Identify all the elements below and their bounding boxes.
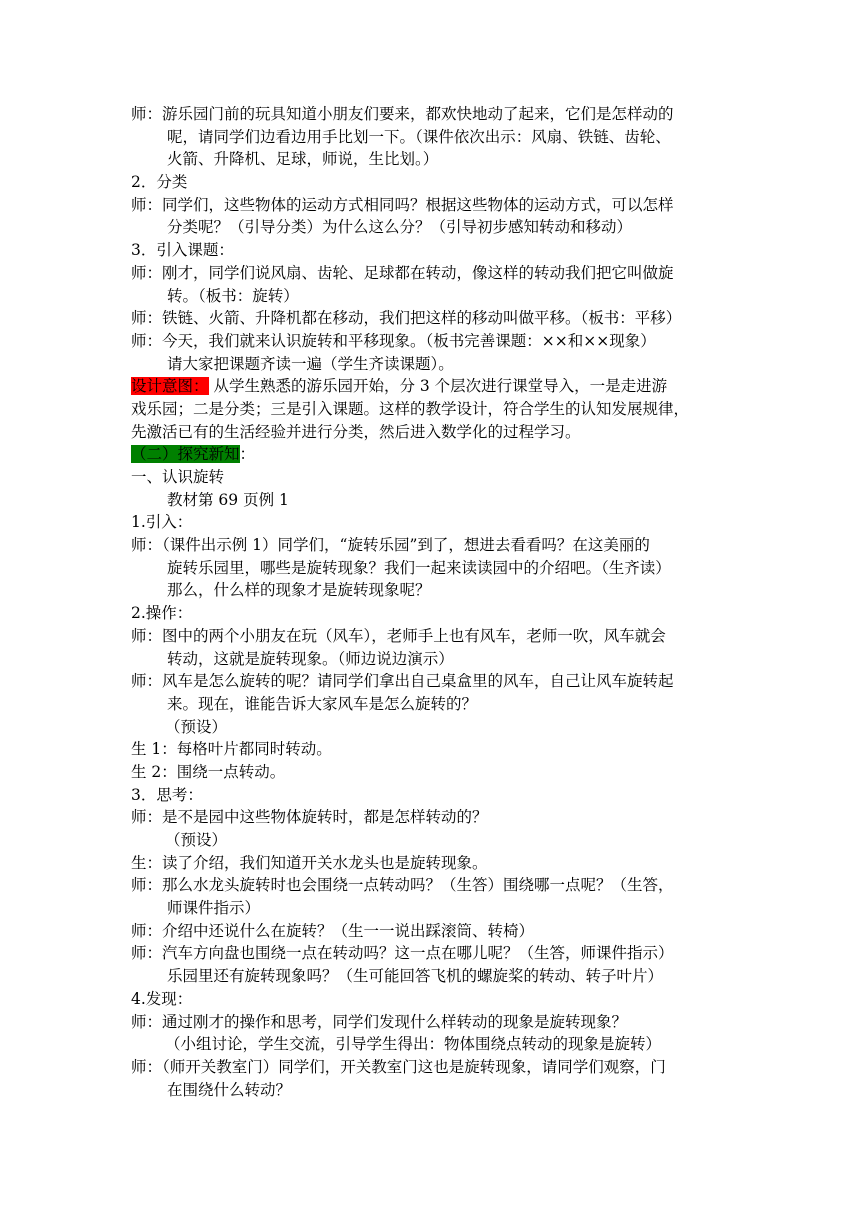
text-line: 师：图中的两个小朋友在玩（风车），老师手上也有风车，老师一吹，风车就会 <box>131 626 666 645</box>
section-heading: 3．引入课题： <box>131 241 234 260</box>
section-title-line <box>131 443 736 466</box>
text-line: 乐园里还有旋转现象吗？（生可能回答飞机的螺旋桨的转动、转子叶片） <box>167 967 664 986</box>
text-line: 分类呢？（引导分类）为什么这么分？（引导初步感知转动和移动） <box>167 218 633 237</box>
text-line: 来。现在，谁能告诉大家风车是怎么旋转的？ <box>167 694 478 713</box>
section-heading: 4.发现： <box>131 989 193 1008</box>
text-line: 师课件指示） <box>167 899 261 918</box>
text-line: 师：（师开关教室门）同学们，开关教室门这也是旋转现象，请同学们观察，门 <box>131 1057 666 1076</box>
text-line: 那么，什么样的现象才是旋转现象呢？ <box>167 581 431 600</box>
text-line: 呢，请同学们边看边用手比划一下。（课件依次出示：风扇、铁链、齿轮、 <box>167 127 671 146</box>
text-line: 师：介绍中还说什么在旋转？（生一一说出踩滚筒、转椅） <box>131 921 535 940</box>
text-line: （预设） <box>165 831 228 849</box>
section-heading: 1.引入： <box>131 513 193 532</box>
text-line: 师：风车是怎么旋转的呢？请同学们拿出自己桌盒里的风车，自己让风车旋转起 <box>131 672 674 691</box>
design-intent-label: 设计意图： <box>131 377 209 396</box>
text-line: 师：游乐园门前的玩具知道小朋友们要来，都欢快地动了起来，它们是怎样动的 <box>131 105 674 123</box>
lesson-text <box>131 103 736 1101</box>
text-span: 从学生熟悉的游乐园开始，分 3 个层次进行课堂导入，一是走进游 <box>213 377 668 396</box>
section-heading: 3．思考： <box>131 785 203 804</box>
section-heading: 2．分类 <box>131 173 188 192</box>
text-line: 师：（课件出示例 1）同学们，“旋转乐园”到了，想进去看看吗？在这美丽的 <box>131 536 650 555</box>
text-line: 请大家把课题齐读一遍（学生齐读课题）。 <box>167 354 454 373</box>
text-line: 生 1：每格叶片都同时转动。 <box>131 740 332 759</box>
text-line: 火箭、升降机、足球，师说，生比划。） <box>167 150 439 169</box>
text-line: 师：那么水龙头旋转时也会围绕一点转动吗？（生答）围绕哪一点呢？（生答， <box>131 876 674 895</box>
text-line: 教材第 69 页例 1 <box>167 490 289 509</box>
text-line: 旋转乐园里，哪些是旋转现象？我们一起来读读园中的介绍吧。（生齐读） <box>167 558 671 577</box>
text-line: 师：是不是园中这些物体旋转时，都是怎样转动的？ <box>131 808 488 827</box>
text-line: 师：同学们，这些物体的运动方式相同吗？根据这些物体的运动方式，可以怎样 <box>131 195 674 214</box>
text-line: 生：读了介绍，我们知道开关水龙头也是旋转现象。 <box>131 853 488 872</box>
text-line: 师：通过刚才的操作和思考，同学们发现什么样转动的现象是旋转现象？ <box>131 1012 628 1031</box>
section-title: （二）探究新知 <box>131 445 240 464</box>
text-line: （预设） <box>165 717 228 736</box>
text-line: 师：铁链、火箭、升降机都在移动，我们把这样的移动叫做平移。（板书：平移） <box>131 309 682 328</box>
text-line: 师：刚才，同学们说风扇、齿轮、足球都在转动，像这样的转动我们把它叫做旋 <box>131 263 674 282</box>
text-line: 师：汽车方向盘也围绕一点在转动吗？这一点在哪儿呢？（生答，师课件指示） <box>131 944 674 963</box>
text-span: ： <box>239 445 256 464</box>
text-line: 转动，这就是旋转现象。（师边说边演示） <box>167 649 454 668</box>
text-line: 在围绕什么转动？ <box>167 1080 292 1099</box>
text-line: （小组讨论，学生交流，引导学生得出：物体围绕点转动的现象是旋转） <box>165 1035 662 1054</box>
section-heading: 2.操作： <box>131 604 193 623</box>
text-line: 师：今天，我们就来认识旋转和平移现象。（板书完善课题：××和××现象） <box>131 331 656 350</box>
text-line: 先激活已有的生活经验并进行分类，然后进入数学化的过程学习。 <box>131 422 581 441</box>
design-intent-line <box>131 375 736 398</box>
text-line: 转。（板书：旋转） <box>167 286 299 305</box>
text-line: 生 2：围绕一点转动。 <box>131 762 286 781</box>
text-line: 戏乐园；二是分类；三是引入课题。这样的教学设计，符合学生的认知发展规律， <box>131 399 690 418</box>
section-heading: 一、认识旋转 <box>131 468 225 486</box>
